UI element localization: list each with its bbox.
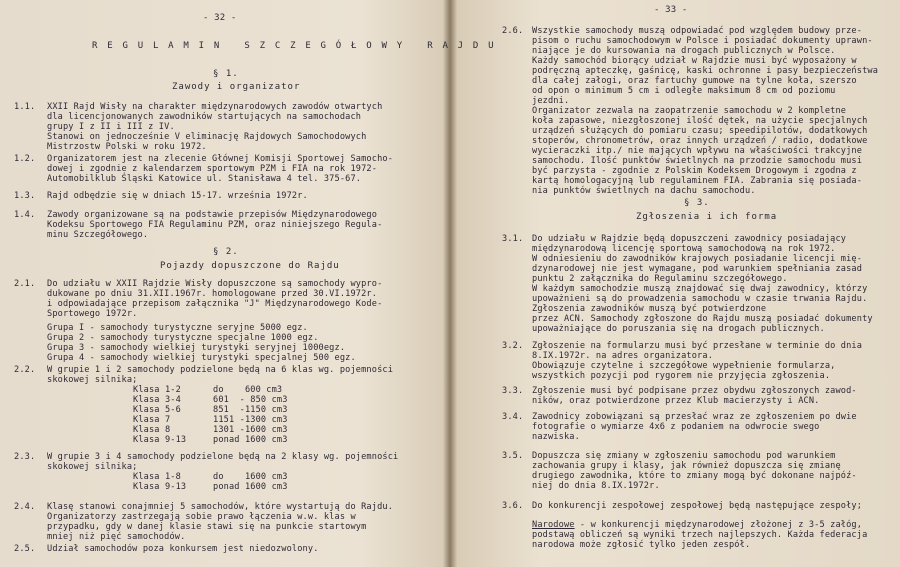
paragraph-2-6-line: Każdy samochód biorący udział w Rajdzie musi być wyposażony w — [532, 56, 857, 66]
paragraph-2-6-line: kartą homologacyjną lub regulaminem FIA. Zabrania się posiada- — [532, 176, 863, 186]
paragraph-3-4-line: Zawodnicy zobowiązani są przesłać wraz ze zgłoszeniem po dwie — [532, 412, 857, 422]
paragraph-3-2-line: Zgłoszenie na formularzu musi być przesłane w terminie do dnia — [532, 341, 863, 351]
paragraph-2-4-number: 2.4. — [14, 502, 36, 512]
paragraph-3-1-number: 3.1. — [502, 234, 524, 244]
paragraph-2-6-line: pisom o ruchu samochodowym w Polsce i posiadać dokumenty uprawn- — [532, 36, 873, 46]
class-range: 1151 -1300 cm3 — [213, 415, 288, 425]
paragraph-3-5-number: 3.5. — [502, 451, 524, 461]
paragraph-2-6-line: być parzysta - zgodnie z Polskim Kodeksem Drogowym i zgodna z — [532, 166, 857, 176]
class-range: do 600 cm3 — [213, 385, 283, 395]
paragraph-2-4-line: przypadku, gdy w danej klasie stawi się na punkcie startowym — [47, 522, 367, 532]
class-name: Klasa 7 — [133, 415, 171, 425]
paragraph-3-6-number: 3.6. — [502, 501, 524, 511]
paragraph-2-3-line: W grupie 3 i 4 samochody podzielone będą na 2 klasy wg. pojemności — [47, 452, 399, 462]
paragraph-3-2-line: Obowiązuje czytelne i szczegółowe wypełnienie formularza, — [532, 361, 836, 371]
paragraph-2-6-number: 2.6. — [502, 26, 524, 36]
paragraph-1-2-line: dowej i zgodnie z kalendarzem sportowym PZM i FIA na rok 1972- — [47, 164, 378, 174]
vehicle-group: Grupa 4 - samochody wielkiej turystyki specjalnej 500 egz. — [47, 353, 356, 363]
paragraph-3-5-line: drugiego zawodnika, które to zmiany mogą być dokonane najpóź- — [532, 471, 857, 481]
vehicle-group: Grupa 3 - samochody wielkiej turystyki seryjnej 1000egz. — [47, 343, 346, 353]
paragraph-2-6-line: urządzeń służących do pomiaru czasu; speedipilotów, dodatkowych — [532, 126, 868, 136]
paragraph-2-1-line: Do udziału w XXII Rajdzie Wisły dopuszczone są samochody wypro- — [47, 279, 383, 289]
paragraph-3-6-line: narodowa może zgłosić tylko jeden zespół. — [532, 540, 751, 550]
paragraph-2-1-line: i odpowiadające przepisom załącznika "J" Międzynarodowego Kode- — [47, 299, 383, 309]
section-3-label: § 3. — [684, 198, 710, 208]
page-number-right: - 33 - — [654, 5, 688, 15]
page-number-left: - 32 - — [203, 13, 237, 23]
section-2-label: § 2. — [213, 247, 239, 257]
paragraph-1-2-line: Automobilklub Śląski Katowice ul. Stanisława 4 tel. 375-67. — [47, 174, 362, 184]
section-3-title: Zgłoszenia i ich forma — [636, 212, 778, 222]
paragraph-2-6-line: stoperów, chronometrów, oraz innych urządzeń / radio, dodatkowe — [532, 136, 868, 146]
class-range: ponad 1600 cm3 — [213, 435, 288, 445]
paragraph-1-1-line: Stanowi on jednocześnie V eliminację Rajdowych Samochodowych — [47, 132, 367, 142]
class-range: 851 -1150 cm3 — [213, 405, 288, 415]
paragraph-2-3-line: skokowej silnika; — [47, 462, 138, 472]
paragraph-2-6-line: od opon o minimum 5 cm i odległe maksimum 8 cm od poziomu — [532, 86, 836, 96]
paragraph-2-6-line: Organizator zezwala na zaopatrzenie samochodu w 2 kompletne — [532, 106, 847, 116]
paragraph-2-2-line: W grupie 1 i 2 samochody podzielone będą na 6 klas wg. pojemności — [47, 365, 394, 375]
paragraph-2-4-line: Organizatorzy zastrzegają sobie prawo łączenia w.w. klas w — [47, 512, 356, 522]
paragraph-2-6-line: wycieraczki itp./ nie mających wpływu na właściwości trakcyjne — [532, 146, 863, 156]
section-2-title: Pojazdy dopuszczone do Rajdu — [160, 261, 340, 271]
paragraph-2-5-number: 2.5. — [14, 544, 36, 554]
paragraph-2-1-line: dukowane po dniu 31.XII.1967r. homologowane przed 30.VI.1972r. — [47, 289, 378, 299]
paragraph-3-1-line: Do udziału w Rajdzie będą dopuszczeni zawodnicy posiadający — [532, 234, 847, 244]
vehicle-group: Grupa 2 - samochody turystyczne specjalne 1000 egz. — [47, 333, 319, 343]
paragraph-3-1-line: upoważnieni są do prowadzenia samochodu w czasie trwania Rajdu. — [532, 294, 868, 304]
paragraph-1-2-line: Organizatorem jest na zlecenie Głównej Komisji Sportowej Samocho- — [47, 154, 394, 164]
paragraph-3-5-line: zachowania grupy i klasy, jak również dopuszcza się zmianę — [532, 461, 841, 471]
section-1-title: Zawody i organizator — [172, 82, 301, 92]
class-name: Klasa 1-8 — [133, 472, 181, 482]
paragraph-1-1-number: 1.1. — [14, 102, 36, 112]
paragraph-3-6-line: Do konkurencji zespołowej zespołowej będą następujące zespoły; — [532, 501, 863, 511]
national-team-label: Narodowe — [532, 520, 575, 530]
class-name: Klasa 8 — [133, 425, 171, 435]
paragraph-3-1-line: dzynarodowej nie jest wymagane, pod warunkiem spełniania zasad — [532, 264, 863, 274]
class-range: 1301 -1600 cm3 — [213, 425, 288, 435]
paragraph-1-1-line: Mistrzostw Polski w roku 1972. — [47, 142, 207, 152]
paragraph-1-1-line: XXII Rajd Wisły na charakter międzynarodowych zawodów otwartych — [47, 102, 383, 112]
paragraph-2-4-line: mniej niż pięć samochodów. — [47, 532, 186, 542]
paragraph-3-2-line: 8.IX.1972r. na adres organizatora. — [532, 351, 714, 361]
section-1-label: § 1. — [213, 69, 239, 79]
paragraph-3-4-line: nazwiska. — [532, 432, 580, 442]
paragraph-3-1-line: W odniesieniu do zawodników krajowych posiadanie licencji mię- — [532, 254, 863, 264]
paragraph-3-5-line: niej do dnia 8.IX.1972r. — [532, 481, 660, 491]
national-team-text: - w konkurencji międzynarodowej złożonej z 3-5 załóg, — [574, 520, 863, 530]
paragraph-3-3-line: Zgłoszenie musi być podpisane przez obydwu zgłoszonych zawod- — [532, 386, 857, 396]
paragraph-1-4-line: minu Szczegółowego. — [47, 230, 149, 240]
paragraph-2-6-line: samochodu. Ilość punktów świetlnych na przodzie samochodu musi — [532, 156, 863, 166]
paragraph-1-1-line: dla licencjonowanych zawodników startujących na samochodach — [47, 112, 362, 122]
paragraph-1-4-line: Zawody organizowane są na podstawie przepisów Międzynarodowego — [47, 210, 378, 220]
right-page — [454, 0, 900, 567]
paragraph-2-1-line: Sportowego 1972r. — [47, 309, 138, 319]
paragraph-2-1-number: 2.1. — [14, 279, 36, 289]
paragraph-1-2-number: 1.2. — [14, 154, 36, 164]
paragraph-1-4-line: Kodeksu Sportowego FIA Regulaminu PZM, oraz niniejszego Regula- — [47, 220, 383, 230]
paragraph-3-1-line: W każdym samochodzie muszą znajdować się dwaj zawodnicy, którzy — [532, 284, 868, 294]
paragraph-1-3-number: 1.3. — [14, 191, 36, 201]
paragraph-2-6-line: jezdni. — [532, 96, 570, 106]
paragraph-1-3-line: Rajd odbędzie się w dniach 15-17. września 1972r. — [47, 191, 308, 201]
class-range: ponad 1600 cm3 — [213, 482, 288, 492]
class-name: Klasa 9-13 — [133, 435, 187, 445]
class-range: do 1600 cm3 — [213, 472, 288, 482]
paragraph-3-1-line: przez ACN. Samochody zgłoszone do Rajdu muszą posiadać dokumenty — [532, 314, 873, 324]
paragraph-2-6-line: niające je do kursowania na drogach publicznych w Polsce. — [532, 46, 836, 56]
paragraph-3-1-line: punktu 2 załącznika do Regulaminu szczegółowego. — [532, 274, 788, 284]
paragraph-2-6-line: dla całej załogi, oraz fartuchy gumowe na tylne koła, szerszo — [532, 76, 857, 86]
class-name: Klasa 3-4 — [133, 395, 181, 405]
class-name: Klasa 9-13 — [133, 482, 187, 492]
paragraph-3-2-number: 3.2. — [502, 341, 524, 351]
class-name: Klasa 5-6 — [133, 405, 181, 415]
class-range: 601 - 850 cm3 — [213, 395, 288, 405]
paragraph-2-6-line: nia punktów świetlnych na dachu samochodu. — [532, 186, 756, 196]
paragraph-2-2-line: skokowej silnika; — [47, 375, 138, 385]
vehicle-group: Grupa I - samochody turystyczne seryjne 5000 egz. — [47, 323, 308, 333]
paragraph-3-1-line: upoważniające do poruszania się na drogach publicznych. — [532, 324, 825, 334]
paragraph-3-1-line: międzynarodową licencję sportową samochodową na rok 1972. — [532, 244, 836, 254]
class-name: Klasa 1-2 — [133, 385, 181, 395]
paragraph-2-2-number: 2.2. — [14, 365, 36, 375]
paragraph-2-3-number: 2.3. — [14, 452, 36, 462]
paragraph-3-4-line: fotografie o wymiarze 4x6 z podaniem na odwrocie swego — [532, 422, 820, 432]
paragraph-3-6-line: podstawą obliczeń są wyniki trzech najlepszych. Każda federacja — [532, 530, 868, 540]
paragraph-3-1-line: Zgłoszenia zawodników muszą być potwierdzone — [532, 304, 767, 314]
paragraph-2-6-line: koła zapasowe, niezgłoszonej ilość dętek, na użycie specjalnych — [532, 116, 868, 126]
paragraph-3-5-line: Dopuszcza się zmiany w zgłoszeniu samochodu pod warunkiem — [532, 451, 836, 461]
paragraph-3-2-line: wszystkich pozycji pod rygorem nie przyjęcia zgłoszenia. — [532, 371, 831, 381]
paragraph-2-4-line: Klasę stanowi conajmniej 5 samochodów, które wystartują do Rajdu. — [47, 502, 394, 512]
regulation-title: R E G U L A M I N S Z C Z E G Ó Ł O W Y R A J D U — [92, 41, 496, 51]
paragraph-1-4-number: 1.4. — [14, 210, 36, 220]
paragraph-3-3-line: ników, oraz potwierdzone przez Klub macierzysty i ACN. — [532, 396, 820, 406]
paragraph-3-4-number: 3.4. — [502, 412, 524, 422]
paragraph-2-6-line: Wszystkie samochody muszą odpowiadać pod względem budowy prze- — [532, 26, 863, 36]
paragraph-1-1-line: grupy I z II i III z IV. — [47, 122, 175, 132]
paragraph-2-6-line: podręczną apteczkę, gaśnicę, kaski ochronne i pasy bezpieczeństwa — [532, 66, 879, 76]
paragraph-3-3-number: 3.3. — [502, 386, 524, 396]
paragraph-2-5-line: Udział samochodów poza konkursem jest niedozwolony. — [47, 544, 319, 554]
